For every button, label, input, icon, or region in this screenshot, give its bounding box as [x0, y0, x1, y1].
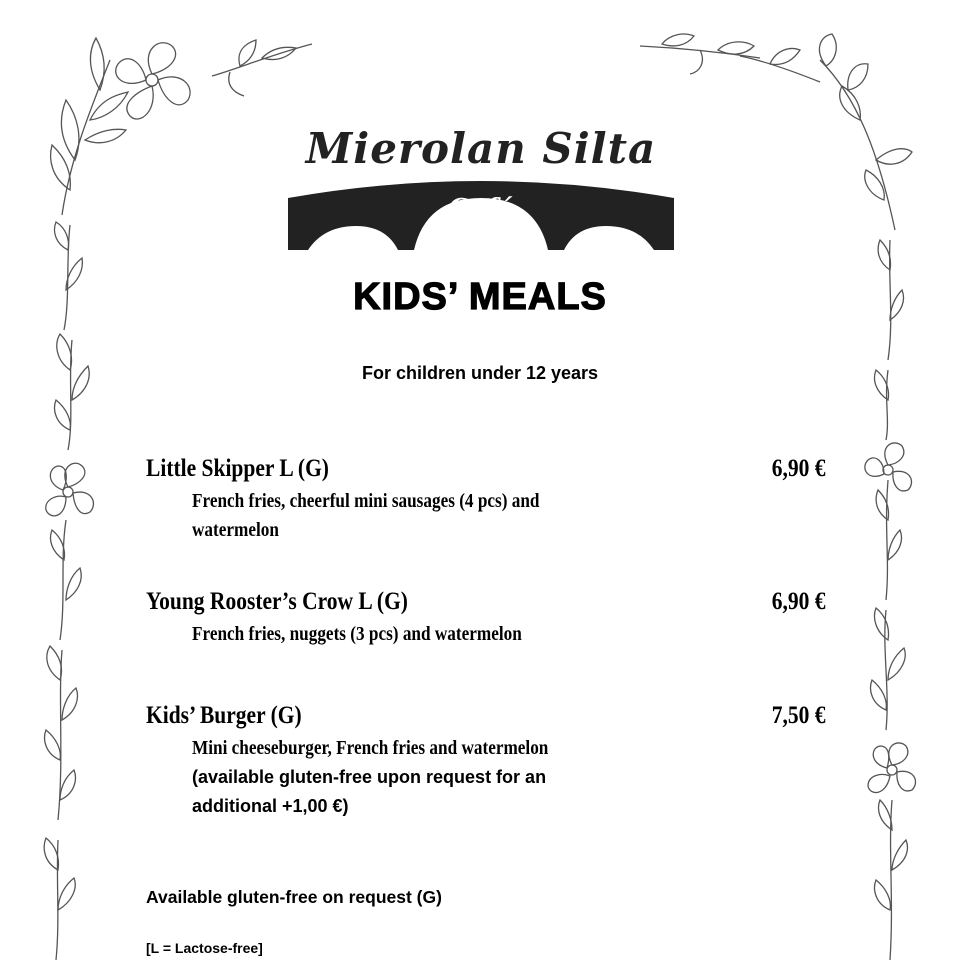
menu-item-note: (available gluten-free upon request for an [192, 767, 547, 787]
menu-item-name: Kids’ Burger (G) [146, 702, 302, 729]
menu-item-note: additional +1,00 €) [192, 796, 349, 816]
leaf-branch-top-right [640, 34, 820, 82]
menu-item-price: 6,90 € [771, 455, 825, 482]
lactose-free-legend: [L = Lactose-free] [146, 940, 263, 956]
bridge-graphic [286, 118, 676, 258]
page-title: KIDS’ MEALS [353, 276, 607, 318]
menu-item-description: Mini cheeseburger, French fries and watermelon [192, 737, 549, 759]
page-subtitle: For children under 12 years [361, 363, 599, 383]
menu-item-description: watermelon [192, 519, 279, 541]
gluten-free-note: Available gluten-free on request (G) [146, 887, 442, 907]
menu-item-description: French fries, nuggets (3 pcs) and watermelon [192, 623, 522, 645]
menu-item-name: Young Rooster’s Crow L (G) [146, 588, 408, 615]
menu-item-price: 6,90 € [771, 588, 825, 615]
menu-item-description: French fries, cheerful mini sausages (4 pcs) and [192, 490, 540, 512]
logo-name: Mierolan Silta [305, 124, 657, 173]
menu-item-price: 7,50 € [771, 702, 825, 729]
menu-item-name: Little Skipper L (G) [146, 455, 329, 482]
cafe-logo [286, 118, 676, 258]
logo-subname: Café [448, 194, 514, 224]
